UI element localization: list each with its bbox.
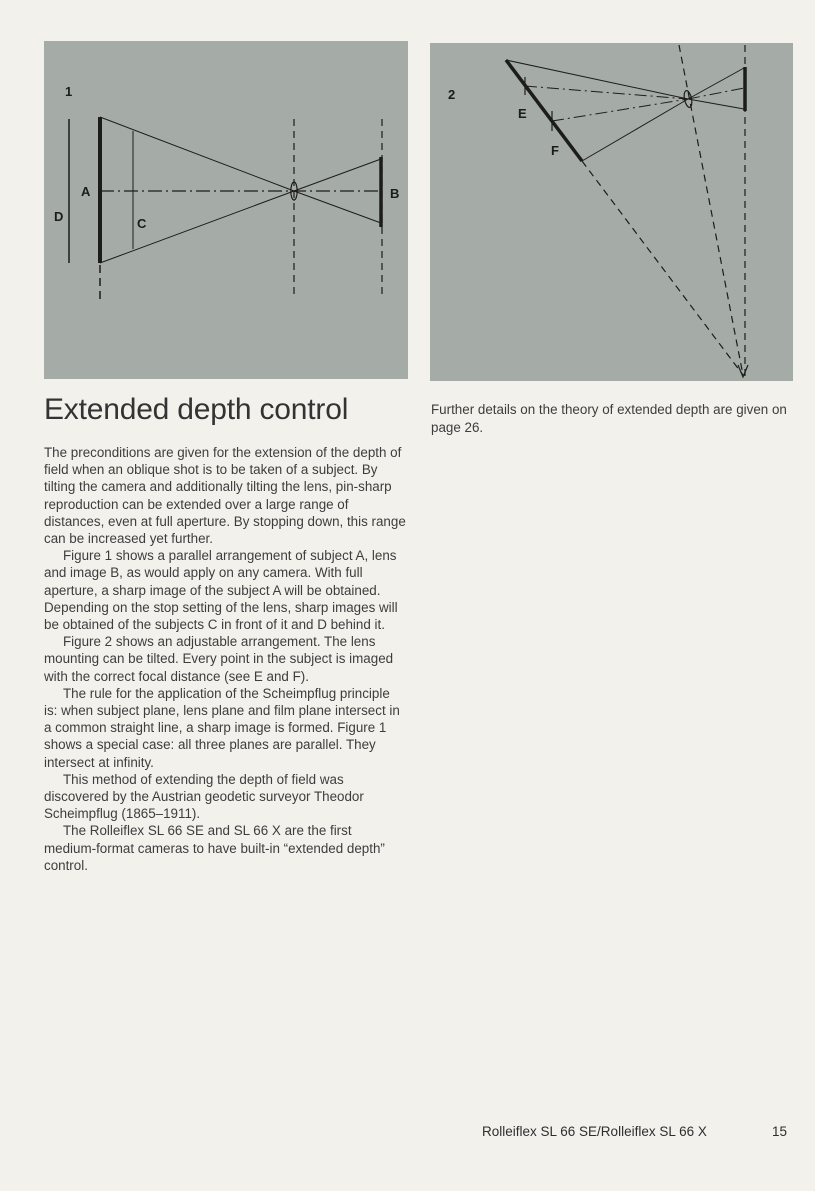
paragraph-2: Figure 1 shows a parallel arrangement of subject A, lens and image B, as would apply on any camera. With full aperture, a sharp image of the subject A will be obtained. Depending on the stop setting of the lens, sharp images will be obtained of the subjects C in front of it and D behind it. [44, 548, 398, 633]
footer-title: Rolleiflex SL 66 SE/Rolleiflex SL 66 X [482, 1124, 707, 1139]
paragraph-5: This method of extending the depth of field was discovered by the Austrian geodetic surveyor Theodor Scheimpflug (1865–1911). [44, 771, 364, 822]
ray-image-bottom [294, 191, 381, 223]
figure-2-number: 2 [448, 87, 456, 102]
label-e: E [518, 106, 527, 121]
page-number: 15 [772, 1124, 788, 1139]
figure-2 [430, 43, 793, 381]
ray-image-top [688, 68, 744, 99]
label-a: A [81, 184, 91, 199]
subject-plane-extension [582, 161, 743, 375]
paragraph-4: The rule for the application of the Scheimpflug principle is: when subject plane, lens plane and film plane intersect in a common straight line, a sharp image is formed. Figure 1 shows a special case: all three planes are parallel. They intersect at infinity. [44, 685, 400, 770]
intersection-point [738, 365, 748, 377]
ray-bottom [582, 99, 688, 161]
side-note: Further details on the theory of extended depth are given on page 26. [431, 402, 787, 435]
body-text [44, 444, 406, 874]
ray-bottom [100, 191, 294, 263]
paragraph-6: The Rolleiflex SL 66 SE and SL 66 X are the first medium-format cameras to have built-in “extended depth” control. [44, 823, 385, 873]
ray-image-mid [688, 88, 744, 99]
ray-image-bottom [688, 99, 744, 109]
label-d: D [54, 209, 64, 224]
page-title: Extended depth control [44, 393, 349, 426]
paragraph-3: Figure 2 shows an adjustable arrangement. The lens mounting can be tilted. Every point in the subject is imaged with the correct focal distance (see E and F). [44, 634, 394, 684]
figure-1 [44, 41, 408, 379]
ray-top [506, 60, 688, 99]
figure-1-number: 1 [65, 84, 73, 99]
paragraph-1: The preconditions are given for the extension of the depth of field when an oblique shot is to be taken of a subject. By tilting the camera and additionally tilting the lens, pin-sharp reproduction can be extended over a large range of distances, even at full aperture. By stopping down, this range can be increased yet further. [44, 445, 406, 547]
label-c: C [137, 216, 147, 231]
figure-1-diagram [44, 41, 408, 379]
ray-f [552, 99, 688, 121]
ray-image-top [294, 159, 381, 191]
ray-top [100, 117, 294, 191]
ray-e [525, 86, 688, 99]
figure-2-diagram [430, 43, 793, 381]
label-f: F [551, 143, 559, 158]
label-b: B [390, 186, 400, 201]
